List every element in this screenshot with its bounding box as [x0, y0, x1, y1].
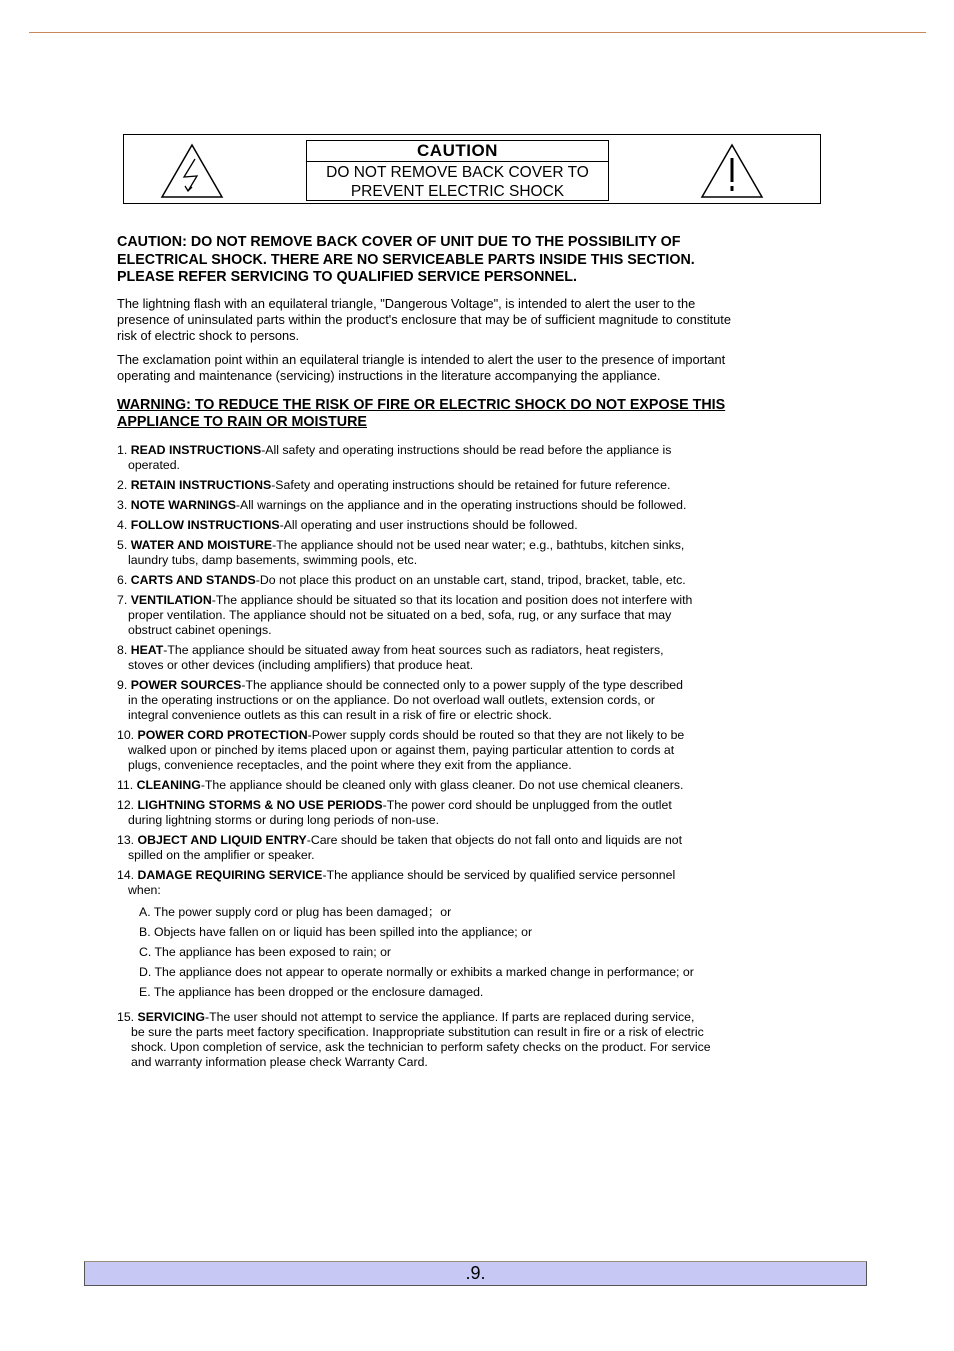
caution-heading [117, 234, 817, 287]
item-number: 14. [117, 867, 135, 882]
item-title: LIGHTNING STORMS & NO USE PERIODS [137, 797, 383, 812]
item-text: -The appliance should be connected only to a power supply of the type described [241, 677, 683, 692]
item-number: 4. [117, 517, 128, 532]
list-item [117, 778, 817, 793]
item-continuation: operated. [128, 457, 180, 472]
item-title: VENTILATION [130, 592, 212, 607]
item-continuation: plugs, convenience receptacles, and the point where they exit from the appliance. [128, 757, 572, 772]
item-text: -Do not place this product on an unstable cart, stand, tripod, bracket, table, etc. [255, 572, 686, 587]
item-title: DAMAGE REQUIRING SERVICE [137, 867, 323, 882]
caution-text-line: DO NOT REMOVE BACK COVER TO [326, 164, 589, 181]
damage-conditions-list [139, 905, 817, 1000]
item-title: FOLLOW INSTRUCTIONS [130, 517, 280, 532]
item-number: 11. [117, 777, 134, 792]
exclamation-triangle-icon [700, 143, 764, 199]
para-line: operating and maintenance (servicing) instructions in the literature accompanying the appliance. [117, 367, 661, 383]
list-item [117, 678, 817, 723]
item-continuation: shock. Upon completion of service, ask the technician to perform safety checks on the product. For service [131, 1039, 711, 1054]
list-item [117, 518, 817, 533]
sub-list-item: B. Objects have fallen on or liquid has been spilled into the appliance; or [139, 924, 533, 939]
item-number: 13. [117, 832, 135, 847]
item-title: RETAIN INSTRUCTIONS [130, 477, 272, 492]
item-continuation: obstruct cabinet openings. [128, 622, 272, 637]
item-continuation: spilled on the amplifier or speaker. [128, 847, 315, 862]
lightning-explanation [117, 296, 817, 344]
item-continuation: stoves or other devices (including amplifiers) that produce heat. [128, 657, 474, 672]
warning-line: WARNING: TO REDUCE THE RISK OF FIRE OR ELECTRIC SHOCK DO NOT EXPOSE THIS [117, 396, 726, 413]
para-line: presence of uninsulated parts within the product's enclosure that may be of sufficient magnitude to constitute [117, 311, 731, 327]
sub-list-item: D. The appliance does not appear to operate normally or exhibits a marked change in performance; or [139, 964, 694, 979]
heading-line: PLEASE REFER SERVICING TO QUALIFIED SERVICE PERSONNEL. [117, 269, 577, 285]
para-line: The exclamation point within an equilateral triangle is intended to alert the user to the presence of important [117, 351, 726, 367]
caution-text [307, 162, 608, 201]
page-footer [84, 1261, 867, 1286]
item-number: 3. [117, 497, 128, 512]
warning-heading [117, 397, 817, 432]
item-title: CARTS AND STANDS [130, 572, 256, 587]
page-number: .9. [465, 1263, 486, 1283]
item-number: 7. [117, 592, 128, 607]
item-number: 10. [117, 727, 135, 742]
item-number: 15. [117, 1009, 135, 1024]
item-continuation: laundry tubs, damp basements, swimming pools, etc. [128, 552, 418, 567]
list-item [117, 573, 817, 588]
list-item [117, 593, 817, 638]
item-number: 5. [117, 537, 128, 552]
item-number: 9. [117, 677, 128, 692]
item-text: -The appliance should be situated so that its location and position does not interfere with [211, 592, 693, 607]
item-text: -Care should be taken that objects do not fall onto and liquids are not [306, 832, 683, 847]
item-title: CLEANING [136, 777, 201, 792]
item-title: NOTE WARNINGS [130, 497, 236, 512]
item-text: -The appliance should not be used near water; e.g., bathtubs, kitchen sinks, [272, 537, 685, 552]
list-item [117, 538, 817, 568]
item-title: WATER AND MOISTURE [130, 537, 273, 552]
item-number: 1. [117, 442, 128, 457]
item-continuation: when: [128, 882, 161, 897]
sub-list-item: A. The power supply cord or plug has been damaged；or [139, 904, 452, 919]
item-number: 8. [117, 642, 128, 657]
caution-label-box [123, 134, 821, 204]
list-item [117, 833, 817, 863]
lightning-triangle-icon [160, 143, 224, 199]
item-continuation: be sure the parts meet factory specification. Inappropriate substitution can result in fire or a risk of electric [131, 1024, 704, 1039]
item-text: -Power supply cords should be routed so that they are not likely to be [307, 727, 685, 742]
item-title: HEAT [130, 642, 164, 657]
item-text: -All operating and user instructions should be followed. [279, 517, 578, 532]
para-line: The lightning flash with an equilateral triangle, "Dangerous Voltage", is intended to alert the user to the [117, 295, 696, 311]
item-continuation: proper ventilation. The appliance should not be situated on a bed, sofa, rug, or any surface that may [128, 607, 672, 622]
exclamation-explanation [117, 352, 817, 384]
list-item [117, 443, 817, 473]
item-number: 12. [117, 797, 135, 812]
top-rule [29, 32, 926, 33]
item-title: POWER CORD PROTECTION [137, 727, 308, 742]
item-title: READ INSTRUCTIONS [130, 442, 262, 457]
item-number: 2. [117, 477, 128, 492]
item-text: -The user should not attempt to service the appliance. If parts are replaced during service, [204, 1009, 695, 1024]
para-line: risk of electric shock to persons. [117, 327, 300, 343]
item-text: -All warnings on the appliance and in the operating instructions should be followed. [235, 497, 687, 512]
list-item [117, 868, 817, 898]
sub-list-item: C. The appliance has been exposed to rain; or [139, 944, 392, 959]
heading-line: CAUTION: DO NOT REMOVE BACK COVER OF UNIT DUE TO THE POSSIBILITY OF [117, 234, 681, 250]
safety-instructions-list [117, 443, 817, 898]
heading-line: ELECTRICAL SHOCK. THERE ARE NO SERVICEABLE PARTS INSIDE THIS SECTION. [117, 251, 695, 268]
list-item [117, 798, 817, 828]
list-item [117, 1010, 817, 1070]
item-text: -The power cord should be unplugged from the outlet [382, 797, 672, 812]
item-continuation: during lightning storms or during long periods of non-use. [128, 812, 440, 827]
list-item [117, 728, 817, 773]
warning-line: APPLIANCE TO RAIN OR MOISTURE [117, 414, 367, 430]
list-item [117, 478, 817, 493]
page-body [117, 234, 817, 1075]
item-text: -The appliance should be cleaned only with glass cleaner. Do not use chemical cleaners. [200, 777, 684, 792]
caution-center-label [306, 140, 609, 201]
list-item [117, 643, 817, 673]
item-title: POWER SOURCES [130, 677, 242, 692]
item-title: OBJECT AND LIQUID ENTRY [137, 832, 307, 847]
item-text: -Safety and operating instructions should be retained for future reference. [271, 477, 671, 492]
item-number: 6. [117, 572, 128, 587]
item-text: -The appliance should be situated away from heat sources such as radiators, heat registers, [163, 642, 664, 657]
item-continuation: and warranty information please check Warranty Card. [131, 1054, 428, 1069]
list-item [117, 498, 817, 513]
item-continuation: in the operating instructions or on the appliance. Do not overload wall outlets, extension cords, or [128, 692, 656, 707]
caution-title: CAUTION [307, 141, 608, 162]
item-text: -All safety and operating instructions should be read before the appliance is [261, 442, 672, 457]
caution-text-line: PREVENT ELECTRIC SHOCK [350, 183, 565, 200]
item-continuation: integral convenience outlets as this can result in a risk of fire or electric shock. [128, 707, 552, 722]
item-title: SERVICING [137, 1009, 205, 1024]
sub-list-item: E. The appliance has been dropped or the enclosure damaged. [139, 984, 484, 999]
item-continuation: walked upon or pinched by items placed upon or against them, paying particular attention to cords at [128, 742, 675, 757]
item-text: -The appliance should be serviced by qualified service personnel [322, 867, 676, 882]
